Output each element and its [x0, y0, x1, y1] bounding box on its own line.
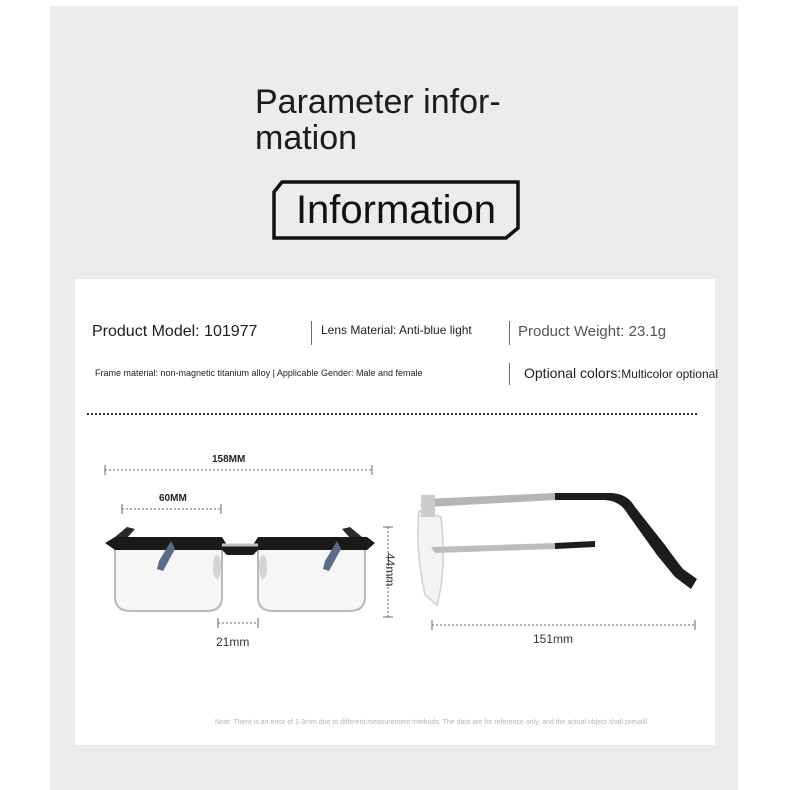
badge-label: Information — [295, 188, 497, 232]
total-width-label: 158MM — [212, 454, 246, 465]
lens-material: Lens Material: Anti-blue light — [321, 323, 472, 337]
measurement-note: Note: There is an error of 1-3mm due to different measurement methods. The data are for reference only, and the actual object shall prevail! — [215, 719, 648, 726]
temple-length-label: 151mm — [533, 632, 574, 646]
lens-height-label: 44mm — [383, 553, 397, 587]
spec-card — [75, 279, 718, 745]
information-badge — [272, 180, 520, 240]
page-title-line-1: Parameter infor- — [255, 83, 501, 121]
frame-material-gender: Frame material: non-magnetic titanium alloy | Applicable Gender: Male and female — [95, 368, 423, 378]
page-title-line-2: mation — [255, 119, 358, 157]
page-title — [255, 84, 501, 156]
bridge-width-label: 21mm — [216, 635, 250, 649]
optional-colors-label: Optional colors: — [524, 365, 622, 381]
product-weight: Product Weight: 23.1g — [518, 323, 667, 340]
glasses-front-view — [75, 279, 715, 745]
lens-width-label: 60MM — [159, 493, 187, 504]
optional-colors-value: Multicolor optional — [621, 367, 718, 381]
product-model: Product Model: 101977 — [92, 323, 258, 340]
